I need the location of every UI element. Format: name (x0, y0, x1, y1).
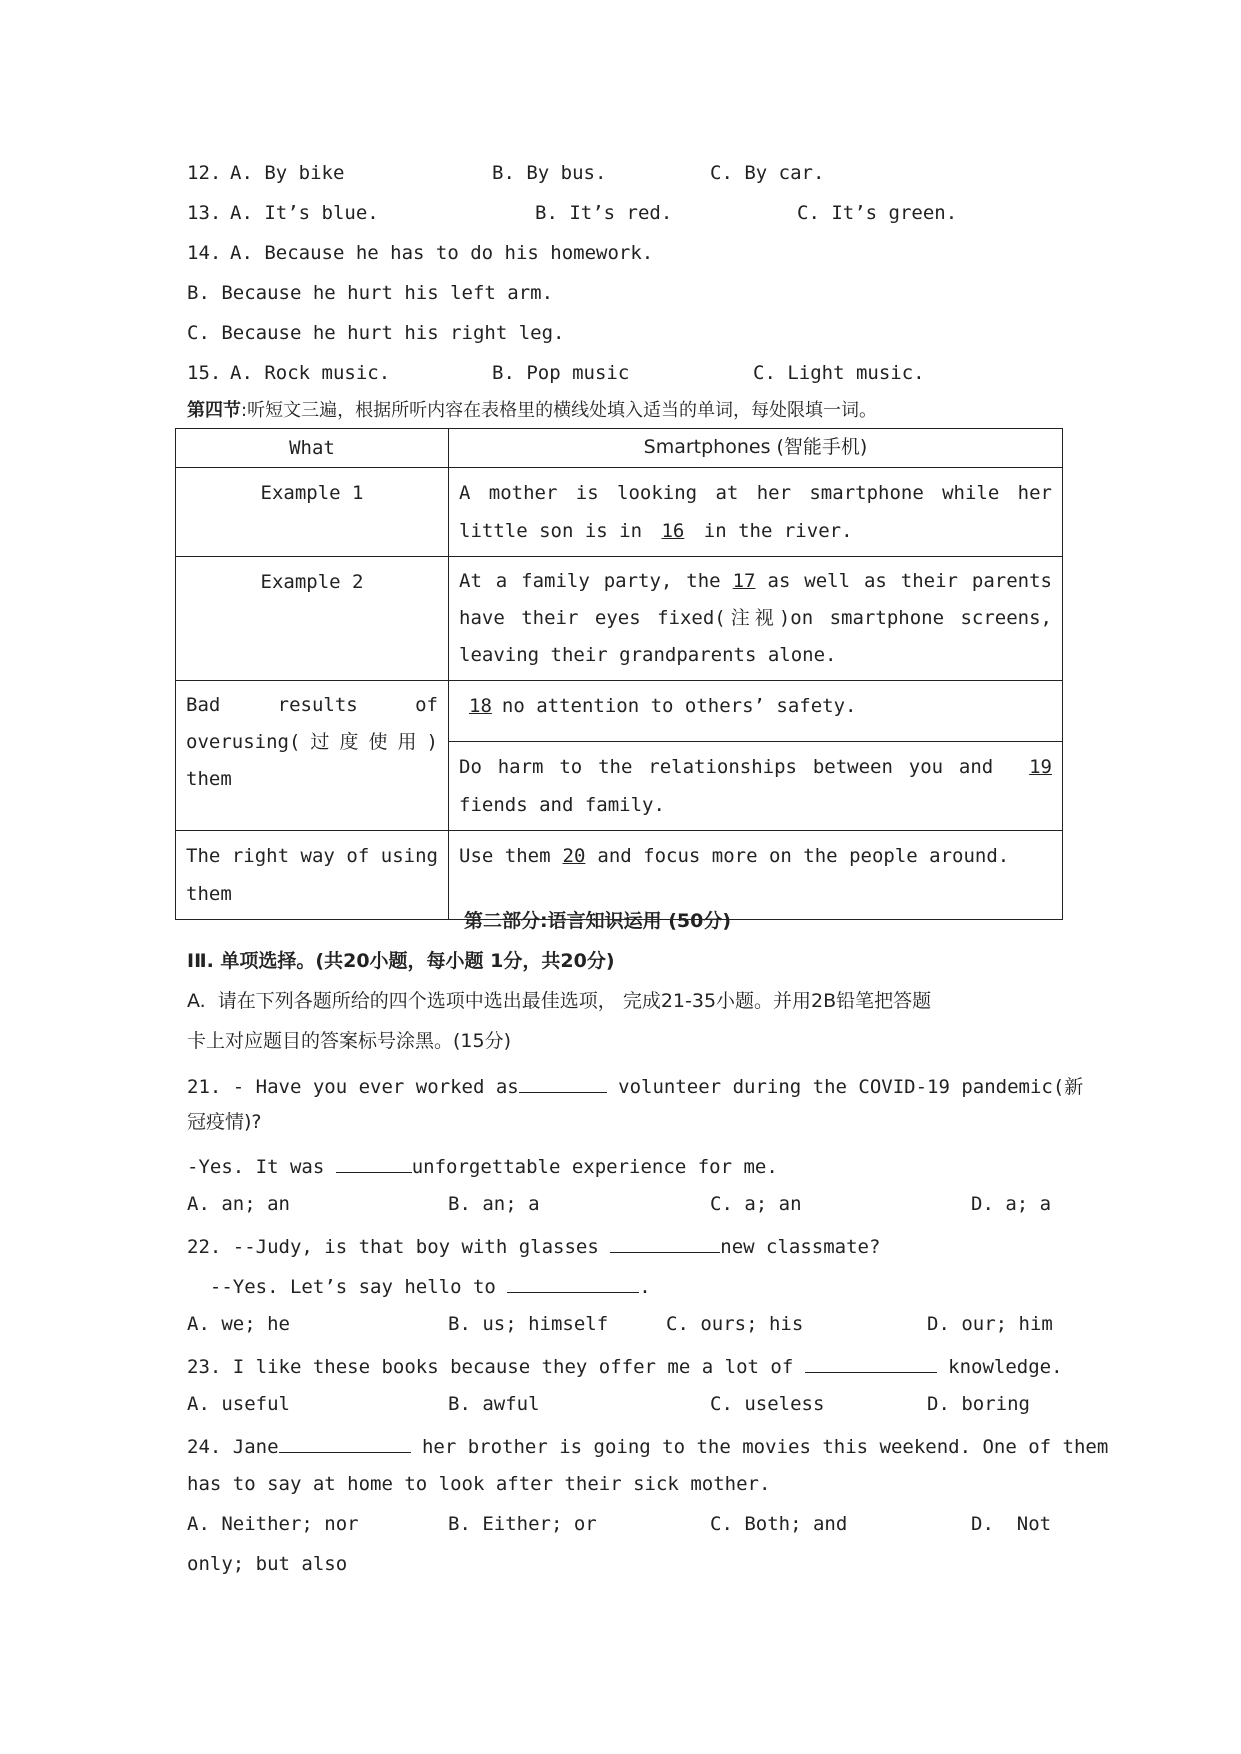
q22-blank-1[interactable] (610, 1232, 720, 1253)
q23-blank[interactable] (805, 1352, 937, 1373)
q21-option-c: C. a; an (710, 1193, 802, 1215)
q21-option-b: B. an; a (448, 1193, 540, 1215)
smartphones-table (175, 428, 1063, 920)
q23-option-c: C. useless (710, 1393, 825, 1415)
blank-20[interactable]: 20 (562, 845, 586, 867)
q24-option-a: A. Neither; nor (187, 1513, 359, 1535)
q12-option-a: A. By bike (230, 162, 345, 184)
part2-instruction-1: A. 请在下列各题所给的四个选项中选出最佳选项， 完成21-35小题。并用2B铅笔把答题 (187, 990, 932, 1012)
q21-blank-2[interactable] (336, 1152, 412, 1173)
q23-option-b: B. awful (448, 1393, 540, 1415)
q22-option-b: B. us; himself (448, 1313, 609, 1335)
q15-option-b: B. Pop music (492, 362, 630, 384)
q14-number: 14. (187, 242, 222, 264)
bad-results-label: Bad results of overusing(过度使用) them (176, 681, 449, 831)
q22-line1: 22. --Judy, is that boy with glasses new classmate? (187, 1232, 880, 1259)
q24-option-d-cont: only; but also (187, 1553, 348, 1575)
q14-option-a: A. Because he has to do his homework. (230, 242, 654, 264)
right-way-label: The right way of using them (176, 831, 449, 920)
q13-option-b: B. It’s red. (535, 202, 673, 224)
table-row-bad1 (176, 681, 1063, 742)
part2-heading: 第二部分:语言知识运用 (50分) (464, 910, 732, 932)
blank-17[interactable]: 17 (732, 570, 756, 592)
bad-result-2: Do harm to the relationships between you and 19 fiends and family. (449, 742, 1063, 831)
q15-option-a: A. Rock music. (230, 362, 391, 384)
example1-label: Example 1 (176, 468, 449, 557)
example2-text: At a family party, the 17 as well as their parents have their eyes fixed(注视)on smartphone screens, leaving their grandparents alone. (449, 557, 1063, 681)
q13-number: 13. (187, 202, 222, 224)
q14-option-c: C. Because he hurt his right leg. (187, 322, 565, 344)
q23-line1: 23. I like these books because they offer me a lot of knowledge. (187, 1352, 1063, 1379)
header-topic: Smartphones (智能手机) (449, 429, 1063, 468)
part2-section-title: ⅠⅡ. 单项选择。(共20小题，每小题 1分，共20分) (187, 950, 615, 972)
q12-number: 12. (187, 162, 222, 184)
q15-option-c: C. Light music. (753, 362, 925, 384)
q14-option-b: B. Because he hurt his left arm. (187, 282, 554, 304)
right-way-text: Use them 20 and focus more on the people around. (449, 831, 1063, 920)
blank-19[interactable]: 19 (1029, 756, 1052, 778)
q21-blank-1[interactable] (519, 1072, 607, 1093)
q22-option-c: C. ours; his (666, 1313, 804, 1335)
q23-option-a: A. useful (187, 1393, 290, 1415)
q24-option-d: D. Not (971, 1513, 1052, 1535)
q22-option-a: A. we; he (187, 1313, 290, 1335)
q21-option-d: D. a; a (971, 1193, 1052, 1215)
q24-option-b: B. Either; or (448, 1513, 597, 1535)
q21-line1: 21. - Have you ever worked as volunteer during the COVID-19 pandemic(新 (187, 1072, 1083, 1099)
q21-option-a: A. an; an (187, 1193, 290, 1215)
section4-text: :听短文三遍，根据所听内容在表格里的横线处填入适当的单词，每处限填一词。 (241, 400, 878, 421)
q21-line2: 冠疫情)? (187, 1111, 262, 1133)
blank-18[interactable]: 18 (469, 695, 492, 717)
bad-result-1: 18 no attention to others’ safety. (449, 681, 1063, 742)
q13-option-a: A. It’s blue. (230, 202, 379, 224)
q12-option-b: B. By bus. (492, 162, 607, 184)
section4-title: 第四节 (187, 400, 241, 421)
table-row-example2 (176, 557, 1063, 681)
q23-option-d: D. boring (927, 1393, 1030, 1415)
example1-text: A mother is looking at her smartphone while her little son is in 16 in the river. (449, 468, 1063, 557)
q15-number: 15. (187, 362, 222, 384)
q21-line3: -Yes. It was unforgettable experience for me. (187, 1152, 778, 1179)
q22-blank-2[interactable] (507, 1272, 639, 1293)
header-what: What (176, 429, 449, 468)
table-row-right-way (176, 831, 1063, 920)
q22-option-d: D. our; him (927, 1313, 1053, 1335)
q24-blank[interactable] (279, 1432, 411, 1453)
q24-line2: has to say at home to look after their sick mother. (187, 1473, 771, 1495)
q22-line2: --Yes. Let’s say hello to . (187, 1272, 651, 1299)
section4-instruction (187, 399, 877, 423)
blank-16[interactable]: 16 (661, 520, 685, 542)
q13-option-c: C. It’s green. (797, 202, 958, 224)
example2-label: Example 2 (176, 557, 449, 681)
q12-option-c: C. By car. (710, 162, 825, 184)
table-header-row (176, 429, 1063, 468)
part2-instruction-2: 卡上对应题目的答案标号涂黑。(15分) (187, 1030, 512, 1052)
q24-line1: 24. Jane her brother is going to the movies this weekend. One of them (187, 1432, 1108, 1459)
q24-option-c: C. Both; and (710, 1513, 848, 1535)
table-row-example1 (176, 468, 1063, 557)
